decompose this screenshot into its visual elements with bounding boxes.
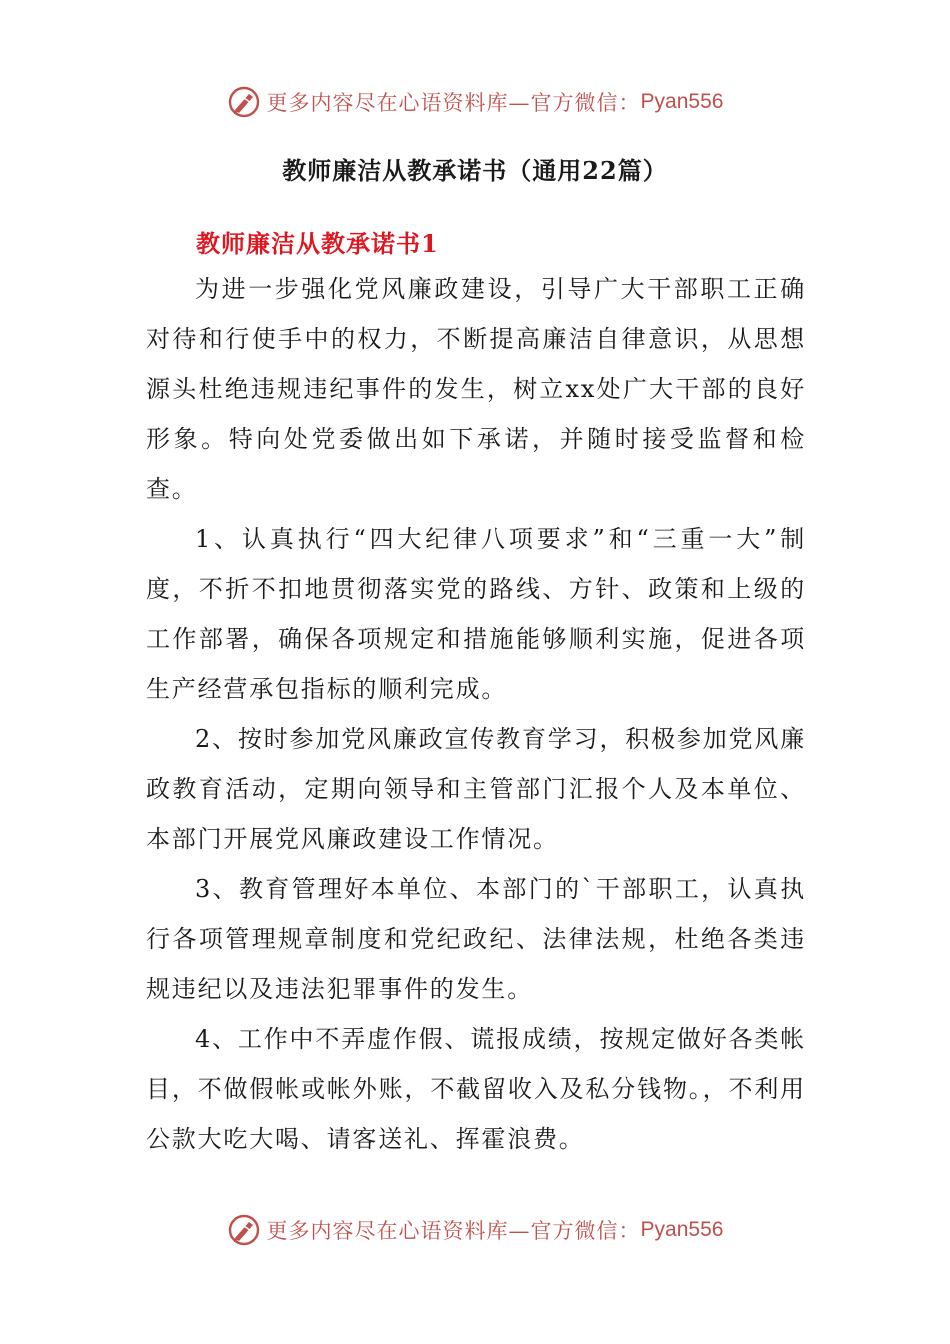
paragraph-intro: 为进一步强化党风廉政建设，引导广大干部职工正确对待和行使手中的权力，不断提高廉洁自律意识，从思想源头杜绝违规违纪事件的发生，树立xx处广大干部的良好形象。特向处党委做出如下承诺，并随时接受监督和检查。 bbox=[146, 275, 806, 503]
paragraph-item-3: 3、教育管理好本单位、本部门的`干部职工，认真执行各项管理规章制度和党纪政纪、法律法规，杜绝各类违规违纪以及违法犯罪事件的发生。 bbox=[146, 875, 806, 1003]
paragraph-item-1: 1、认真执行“四大纪律八项要求”和“三重一大”制度，不折不扣地贯彻落实党的路线、方针、政策和上级的工作部署，确保各项规定和措施能够顺利实施，促进各项生产经营承包指标的顺利完成。 bbox=[146, 525, 806, 703]
footer-banner-text: 更多内容尽在心语资料库—官方微信： bbox=[266, 1219, 641, 1243]
document-title: 教师廉洁从教承诺书（通用22篇） bbox=[282, 156, 668, 185]
section-title: 教师廉洁从教承诺书1 bbox=[196, 229, 439, 258]
pen-logo-icon bbox=[227, 85, 261, 119]
paragraph-item-2: 2、按时参加党风廉政宣传教育学习，积极参加党风廉政教育活动，定期向领导和主管部门汇报个人及本单位、本部门开展党风廉政建设工作情况。 bbox=[146, 725, 806, 853]
paragraph-item-4: 4、工作中不弄虚作假、谎报成绩，按规定做好各类帐目，不做假帐或帐外账，不截留收入及私分钱物。，不利用公款大吃大喝、请客送礼、挥霍浪费。 bbox=[146, 1025, 806, 1153]
pen-logo-icon bbox=[227, 1213, 261, 1247]
document-body bbox=[146, 264, 806, 1164]
footer-banner bbox=[0, 1210, 950, 1250]
header-wechat-id: Pyan556 bbox=[640, 90, 724, 113]
header-banner-text: 更多内容尽在心语资料库—官方微信： bbox=[266, 91, 641, 115]
footer-wechat-id: Pyan556 bbox=[640, 1218, 724, 1241]
header-banner bbox=[0, 82, 950, 122]
